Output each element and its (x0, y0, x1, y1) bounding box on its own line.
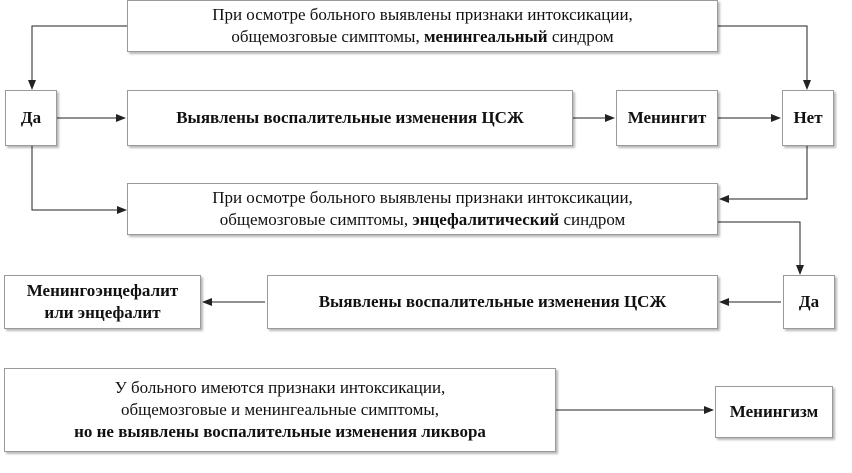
box-yes-2 (783, 275, 835, 329)
box-encephalitic-line2 (220, 209, 626, 231)
arrow-mid-to-da2 (718, 222, 800, 274)
box-meningeal-syndrome (127, 0, 718, 52)
box-encephalitic-line1: При осмотре больного выявлены признаки интоксикации, (212, 188, 633, 207)
box-meningeal-line2 (231, 26, 613, 48)
box-encephalitic-line2-pre: общемозговые симптомы, (219, 210, 413, 229)
box-meningeal-line2-pre: общемозговые симптомы, (231, 27, 424, 46)
box-csf-changes-1-label: Выявлены воспалительные изменения ЦСЖ (176, 108, 524, 127)
box-meningism-condition-line1: У больного имеются признаки интоксикации, (114, 378, 446, 397)
box-meningoencephalitis (4, 275, 201, 329)
box-meningism-condition (4, 368, 556, 452)
box-meningism-condition-line3: но не выявлены воспалительные изменения ликвора (74, 422, 486, 441)
box-encephalitic-line2-bold: энцефалитический (412, 210, 560, 229)
box-meningism-label: Менингизм (729, 402, 819, 421)
box-no (782, 90, 834, 146)
box-no-label: Нет (793, 108, 823, 127)
box-meningeal-line2-post: синдром (547, 27, 614, 46)
box-meningism (715, 386, 833, 438)
box-csf-changes-2-label: Выявлены воспалительные изменения ЦСЖ (318, 292, 667, 311)
box-encephalitic-syndrome (127, 183, 718, 235)
box-csf-changes-1 (127, 90, 573, 146)
box-meningism-condition-line2: общемозговые и менингеальные симптомы, (120, 400, 440, 419)
box-meningeal-line1: При осмотре больного выявлены признаки интоксикации, (212, 5, 633, 24)
box-meningeal-line2-bold: менингеальный (423, 27, 548, 46)
box-meningoencephalitis-line2: или энцефалит (44, 303, 161, 322)
arrow-top-to-net (718, 26, 807, 89)
arrow-top-to-da (32, 26, 127, 89)
box-meningoencephalitis-line1: Менингоэнцефалит (26, 281, 179, 300)
box-yes-2-label: Да (798, 292, 820, 311)
arrow-net-to-mid (720, 146, 807, 199)
box-meningitis-label: Менингит (627, 108, 707, 127)
arrow-da-to-mid (32, 146, 126, 210)
box-yes-1 (5, 90, 57, 146)
box-yes-1-label: Да (20, 108, 42, 127)
box-encephalitic-line2-post: синдром (559, 210, 626, 229)
box-meningitis (616, 90, 718, 146)
box-csf-changes-2 (267, 275, 718, 329)
